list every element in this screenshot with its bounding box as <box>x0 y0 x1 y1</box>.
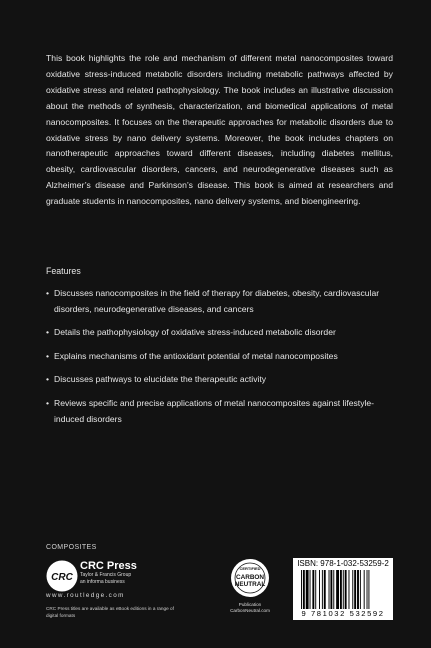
list-item <box>46 286 396 317</box>
crc-logo-text: CRC <box>51 572 73 583</box>
isbn-barcode <box>293 558 393 620</box>
features-list <box>46 286 396 435</box>
list-item <box>46 372 396 388</box>
feature-text: Details the pathophysiology of oxidative stress-induced metabolic disorder <box>54 327 336 338</box>
features-heading: Features <box>46 266 81 276</box>
barcode-bar <box>315 570 316 609</box>
publisher-business: an informa business <box>80 579 125 585</box>
barcode-bar <box>322 570 323 609</box>
carbon-pub-label: Publication <box>238 602 262 607</box>
barcode-digits: 9 781032 532592 <box>301 609 385 618</box>
feature-text: Discusses pathways to elucidate the therapeutic activity <box>54 374 267 385</box>
publisher-block <box>80 560 200 586</box>
bullet-icon: • <box>46 374 50 385</box>
barcode-bar <box>336 570 339 609</box>
barcode-bar <box>340 570 342 609</box>
barcode-bar <box>354 570 356 609</box>
feature-text: Discusses nanocomposites in the field of therapy for diabetes, obesity, cardiovascular disorders, neurodegenerative diseases, and cancers <box>54 288 380 314</box>
barcode-bar <box>357 570 359 609</box>
crc-logo-icon <box>46 560 78 592</box>
barcode-bar <box>303 570 305 609</box>
list-item <box>46 396 396 427</box>
feature-text: Explains mechanisms of the antioxidant potential of metal nanocomposites <box>54 350 338 361</box>
publisher-name: CRC Press <box>80 560 137 572</box>
barcode-bar <box>343 570 344 609</box>
series-name: COMPOSITES <box>46 544 97 551</box>
barcode-bar <box>310 570 311 609</box>
bullet-icon: • <box>46 327 50 338</box>
barcode-bar <box>368 570 369 609</box>
barcode-bar <box>324 570 326 609</box>
bullet-icon: • <box>46 397 50 408</box>
carbon-badge-word1: CARBON <box>235 574 265 581</box>
barcode-bar <box>312 570 314 609</box>
barcode-bar <box>360 570 361 609</box>
barcode-bar <box>329 570 330 609</box>
book-description: This book highlights the role and mechanism of different metal nanocomposites toward oxidative stress-induced metabolic disorders including metabolic pathways affected by oxidative stress and related pathophysiology. The book includes an illustrative discussion about the methods of synthesis, characterization, and biomedical applications of metal nanocomposites. It focuses on the therapeutic approaches for metabolic disorders due to oxidative stress by nano delivery systems. Moreover, the book includes chapters on nanotherapeutic approaches toward different diseases, including diabetes mellitus, obesity, cardiovascular disorders, cancers, and neurodegenerative diseases such as Alzheimer’s disease and Parkinson’s disease. This book is aimed at researchers and graduate students in nanocomposites, nano delivery systems, and bioengineering. <box>46 53 393 207</box>
isbn-label: ISBN: 978-1-032-53259-2 <box>297 559 389 568</box>
barcode-bar <box>333 570 334 609</box>
bullet-icon: • <box>46 350 50 361</box>
barcode-bar <box>306 570 309 609</box>
barcode-bar <box>352 570 353 609</box>
feature-text: Reviews specific and precise applications of metal nanocomposites against lifestyle-induced disorders <box>54 397 375 424</box>
carbon-neutral-badge-icon <box>230 558 270 598</box>
bullet-icon: • <box>46 288 50 298</box>
carbon-pub-site: CarbonNeutral.com <box>230 608 270 613</box>
barcode-bar <box>345 570 347 609</box>
list-item <box>46 325 396 341</box>
barcode-bar <box>364 570 365 609</box>
barcode-bar <box>319 570 320 609</box>
ebook-note: CRC Press titles are available as eBook editions in a range of digital formats <box>46 606 174 618</box>
list-item <box>46 349 396 365</box>
carbon-neutral-caption <box>218 602 282 614</box>
barcode-bar <box>330 570 332 609</box>
barcode-bar <box>367 570 368 609</box>
publisher-group: Taylor & Francis Group <box>80 572 132 578</box>
barcode-bar <box>349 570 350 609</box>
barcode-bar <box>301 570 302 609</box>
carbon-badge-top: CERTIFIED <box>239 566 261 571</box>
carbon-badge-word2: NEUTRAL <box>234 581 266 588</box>
publisher-website: www.routledge.com <box>46 592 125 599</box>
